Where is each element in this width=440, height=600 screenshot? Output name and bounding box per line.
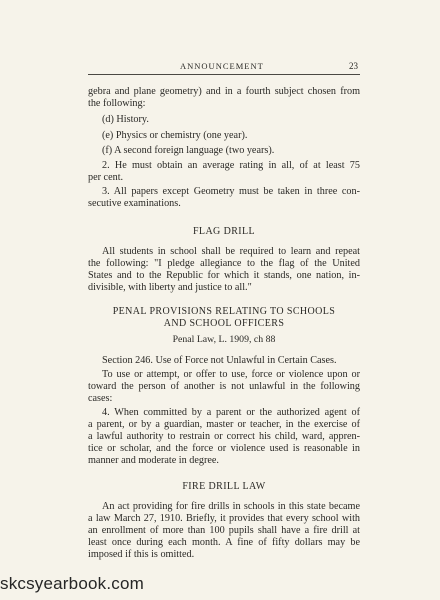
body-line: secutive examinations. bbox=[88, 198, 181, 209]
body-line: toward the person of another is not unlawful in the following bbox=[88, 381, 360, 392]
body-line: 2. He must obtain an average rating in all, of at least 75 bbox=[102, 160, 360, 171]
body-line: a lawful authority to restrain or correct his child, ward, appren- bbox=[88, 431, 360, 442]
body-line: divisible, with liberty and justice to all." bbox=[88, 282, 252, 293]
body-line: tice or scholar, and the force or violence used is reasonable in bbox=[88, 443, 360, 454]
running-title: ANNOUNCEMENT bbox=[180, 61, 264, 71]
header-rule bbox=[88, 74, 360, 75]
section-heading-penal-provisions: PENAL PROVISIONS RELATING TO SCHOOLS bbox=[112, 306, 336, 317]
list-item-e: (e) Physics or chemistry (one year). bbox=[102, 130, 248, 141]
citation: Penal Law, L. 1909, ch 88 bbox=[172, 334, 276, 345]
body-line: All students in school shall be required to learn and repeat bbox=[102, 246, 360, 257]
body-line: least once during each month. A fine of fifty dollars may be bbox=[88, 537, 360, 548]
body-line: 4. When committed by a parent or the authorized agent of bbox=[102, 407, 360, 418]
page-number: 23 bbox=[349, 61, 358, 71]
section-heading-flag-drill: FLAG DRILL bbox=[192, 226, 256, 237]
body-line: imposed if this is omitted. bbox=[88, 549, 195, 560]
section-title: Section 246. Use of Force not Unlawful in Certain Cases. bbox=[102, 355, 337, 366]
body-line: per cent. bbox=[88, 172, 124, 183]
body-line: To use or attempt, or offer to use, force or violence upon or bbox=[102, 369, 360, 380]
list-item-f: (f) A second foreign language (two years). bbox=[102, 145, 275, 156]
section-heading-penal-provisions-line2: AND SCHOOL OFFICERS bbox=[163, 318, 285, 329]
watermark: skcsyearbook.com bbox=[0, 574, 144, 593]
body-line: the following: "I pledge allegiance to the flag of the United bbox=[88, 258, 360, 269]
body-line: the following: bbox=[88, 98, 146, 109]
body-line: An act providing for fire drills in schools in this state became bbox=[102, 501, 360, 512]
body-line: an enrollment of more than 100 pupils shall have a fire drill at bbox=[88, 525, 360, 536]
section-heading-fire-drill-law: FIRE DRILL LAW bbox=[182, 481, 266, 492]
body-line: gebra and plane geometry) and in a fourth subject chosen from bbox=[88, 86, 360, 97]
body-line: cases: bbox=[88, 393, 113, 404]
body-line: 3. All papers except Geometry must be taken in three con- bbox=[102, 186, 360, 197]
body-line: States and to the Republic for which it stands, one nation, in- bbox=[88, 270, 360, 281]
body-line: a parent, or by a guardian, master or teacher, in the exercise of bbox=[88, 419, 360, 430]
list-item-d: (d) History. bbox=[102, 114, 149, 125]
body-line: a law March 27, 1910. Briefly, it provides that every school with bbox=[88, 513, 360, 524]
body-line: manner and moderate in degree. bbox=[88, 455, 219, 466]
